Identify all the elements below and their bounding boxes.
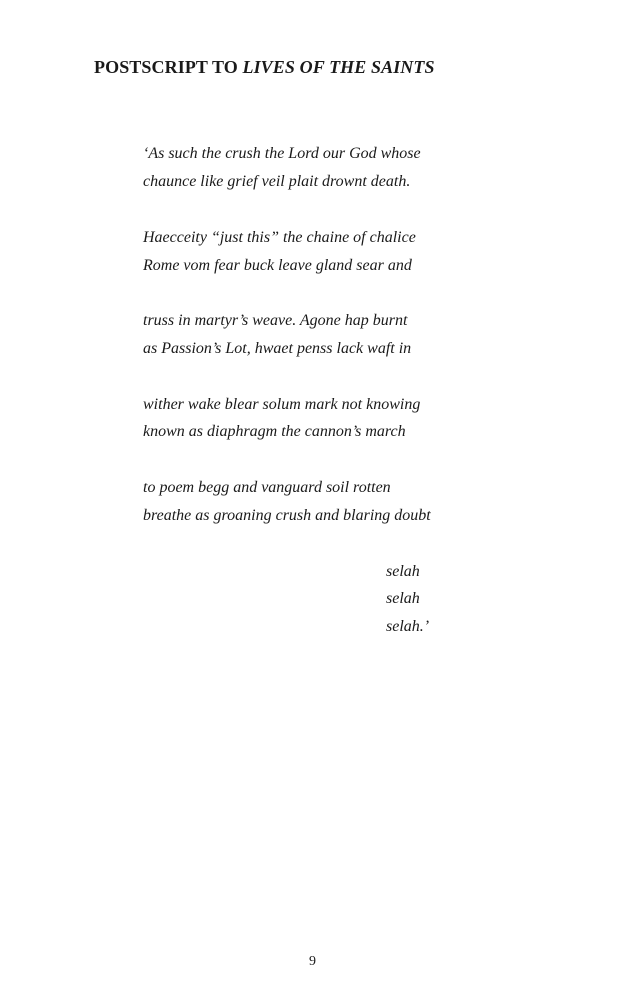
poem-line: breathe as groaning crush and blaring doubt bbox=[143, 507, 431, 524]
poem-title-italic: LIVES OF THE SAINTS bbox=[242, 57, 435, 77]
refrain-line: selah.’ bbox=[386, 618, 430, 635]
poem-line: to poem begg and vanguard soil rotten bbox=[143, 479, 391, 496]
refrain-line: selah bbox=[386, 563, 420, 580]
refrain-line: selah bbox=[386, 590, 420, 607]
poem-line: chaunce like grief veil plait drownt death. bbox=[143, 173, 411, 190]
page-number: 9 bbox=[309, 954, 316, 969]
poem-title bbox=[94, 57, 435, 78]
poem-line: ‘As such the crush the Lord our God whose bbox=[143, 145, 421, 162]
poem-line: known as diaphragm the cannon’s march bbox=[143, 423, 406, 440]
poem-line: truss in martyr’s weave. Agone hap burnt bbox=[143, 312, 408, 329]
poem-line: wither wake blear solum mark not knowing bbox=[143, 396, 421, 413]
poem-line: Haecceity “just this” the chaine of chalice bbox=[143, 229, 416, 246]
poem-title-prefix: POSTSCRIPT TO bbox=[94, 57, 243, 77]
poem-line: as Passion’s Lot, hwaet penss lack waft in bbox=[143, 340, 412, 357]
poem-line: Rome vom fear buck leave gland sear and bbox=[143, 257, 412, 274]
